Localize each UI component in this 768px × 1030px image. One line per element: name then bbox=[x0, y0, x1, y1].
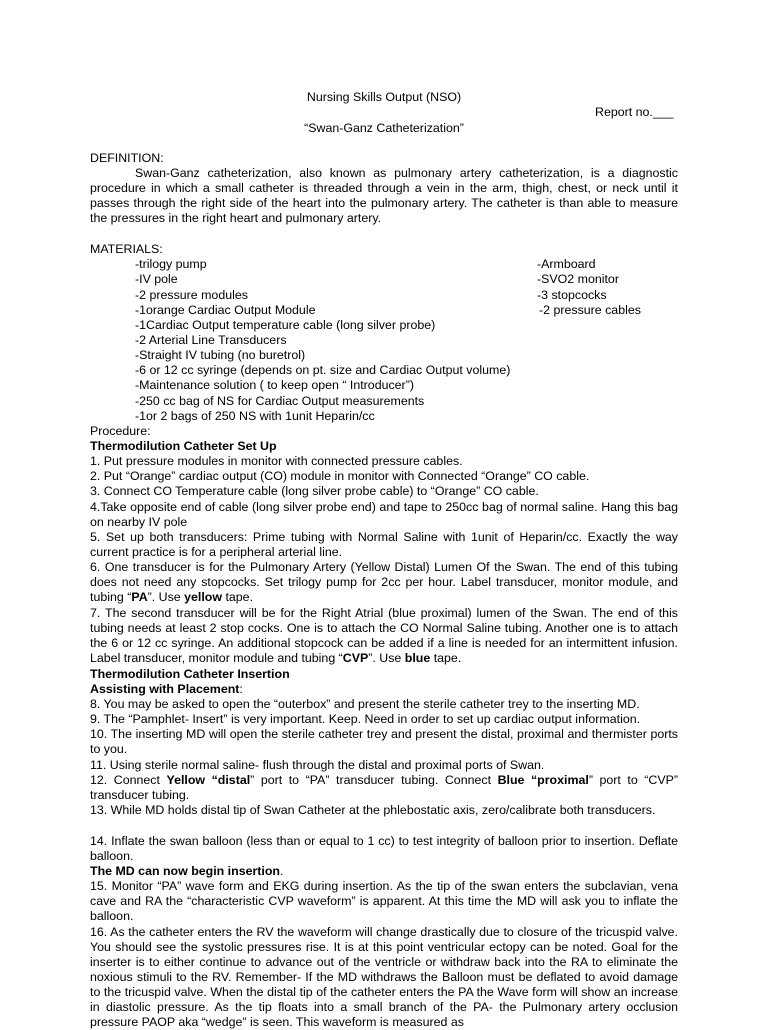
step-16: 16. As the catheter enters the RV the waveform will change drastically due to closure of the tricuspid valve. You should see the systolic pressures rise. It is at this point ventricular ectopy can be noted. Goal for the inserter is to either continue to advance out of the ventricle or withdraw back into the RA to eliminate the noxious stimuli to the RV. Remember- If the MD withdraws the Balloon must be deflated to avoid damage to the tricuspid valve. When the distal tip of the catheter enters the PA the Wave form will show an increase in diastolic pressure. As the tip floats into a small branch of the PA- the Pulmonary artery occlusion pressure PAOP aka “wedge” is seen. This waveform is measured as bbox=[90, 925, 678, 1029]
materials-item: -6 or 12 cc syringe (depends on pt. size and Cardiac Output volume) bbox=[135, 363, 511, 377]
materials-item-right: -Armboard bbox=[537, 257, 596, 271]
begin-insertion-note: The MD can now begin insertion. bbox=[90, 864, 284, 878]
materials-item-right: -2 pressure cables bbox=[539, 303, 641, 317]
step-13: 13. While MD holds distal tip of Swan Catheter at the phlebostatic axis, zero/calibrate both transducers. bbox=[90, 803, 656, 817]
assist-heading: Assisting with Placement: bbox=[90, 682, 243, 696]
materials-item: -IV pole bbox=[135, 272, 178, 286]
materials-item: -1Cardiac Output temperature cable (long silver probe) bbox=[135, 318, 436, 332]
step-7: 7. The second transducer will be for the Right Atrial (blue proximal) lumen of the Swan. The end of this tubing needs at least 2 stop cocks. One is to attach the CO Normal Saline tubing. Another one is to attach the 6 or 12 cc syringe. An additional stopcock can be added if a line is needed for an intermittent infusion. Label transducer, monitor module and tubing “CVP”. Use blue tape. bbox=[90, 606, 678, 665]
procedure-heading: Procedure: bbox=[90, 424, 151, 438]
materials-item: -2 pressure modules bbox=[135, 288, 248, 302]
document-page bbox=[90, 0, 678, 1029]
materials-item-right: -SVO2 monitor bbox=[537, 272, 619, 286]
step-11: 11. Using sterile normal saline- flush through the distal and proximal ports of Swan. bbox=[90, 758, 545, 772]
definition-body: Swan-Ganz catheterization, also known as pulmonary artery catheterization, is a diagnostic procedure in which a small catheter is threaded through a vein in the arm, thigh, chest, or neck until it passes through the right side of the heart into the pulmonary artery. The catheter is than able to measure the pressures in the right heart and pulmonary artery. bbox=[90, 166, 678, 225]
materials-item: -Straight IV tubing (no buretrol) bbox=[135, 348, 306, 362]
step-15: 15. Monitor “PA” wave form and EKG during insertion. As the tip of the swan enters the subclavian, vena cave and RA the “characteristic CVP waveform” is apparent. At this time the MD will ask you to inflate the balloon. bbox=[90, 879, 678, 923]
step-14: 14. Inflate the swan balloon (less than or equal to 1 cc) to test integrity of balloon prior to insertion. Deflate balloon. bbox=[90, 834, 678, 863]
step-5: 5. Set up both transducers: Prime tubing with Normal Saline with 1unit of Heparin/cc. Exactly the way current practice is for a peripheral arterial line. bbox=[90, 530, 678, 559]
report-number: Report no.___ bbox=[595, 105, 674, 119]
step-10: 10. The inserting MD will open the sterile catheter trey and present the distal, proximal and thermister ports to you. bbox=[90, 727, 678, 756]
step-9: 9. The “Pamphlet- Insert” is very important. Keep. Need in order to set up cardiac output information. bbox=[90, 712, 641, 726]
document-subtitle: “Swan-Ganz Catheterization” bbox=[304, 121, 464, 135]
materials-item: -1or 2 bags of 250 NS with 1unit Heparin/cc bbox=[135, 409, 375, 423]
step-2: 2. Put “Orange” cardiac output (CO) module in monitor with Connected “Orange” CO cable. bbox=[90, 469, 590, 483]
materials-item: -1orange Cardiac Output Module bbox=[135, 303, 316, 317]
insertion-heading: Thermodilution Catheter Insertion bbox=[90, 667, 290, 681]
step-1: 1. Put pressure modules in monitor with connected pressure cables. bbox=[90, 454, 463, 468]
materials-item: -2 Arterial Line Transducers bbox=[135, 333, 287, 347]
setup-heading: Thermodilution Catheter Set Up bbox=[90, 439, 277, 453]
step-8: 8. You may be asked to open the “outerbox” and present the sterile catheter trey to the inserting MD. bbox=[90, 697, 640, 711]
materials-item: -Maintenance solution ( to keep open “ Introducer”) bbox=[135, 378, 414, 392]
step-6: 6. One transducer is for the Pulmonary Artery (Yellow Distal) Lumen Of the Swan. The end of this tubing does not need any stopcocks. Set trilogy pump for 2cc per hour. Label transducer, monitor module, and tubing “PA”. Use yellow tape. bbox=[90, 560, 678, 604]
materials-item: -250 cc bag of NS for Cardiac Output measurements bbox=[135, 394, 425, 408]
document-title: Nursing Skills Output (NSO) bbox=[306, 90, 462, 104]
step-3: 3. Connect CO Temperature cable (long silver probe cable) to “Orange” CO cable. bbox=[90, 484, 539, 498]
materials-heading: MATERIALS: bbox=[90, 242, 163, 256]
definition-heading: DEFINITION: bbox=[90, 151, 164, 165]
materials-item: -trilogy pump bbox=[135, 257, 207, 271]
step-4: 4.Take opposite end of cable (long silver probe end) and tape to 250cc bag of normal saline. Hang this bag on nearby IV pole bbox=[90, 500, 678, 529]
step-12: 12. Connect Yellow “distal” port to “PA” transducer tubing. Connect Blue “proximal” port to “CVP” transducer tubing. bbox=[90, 773, 678, 802]
materials-item-right: -3 stopcocks bbox=[537, 288, 607, 302]
